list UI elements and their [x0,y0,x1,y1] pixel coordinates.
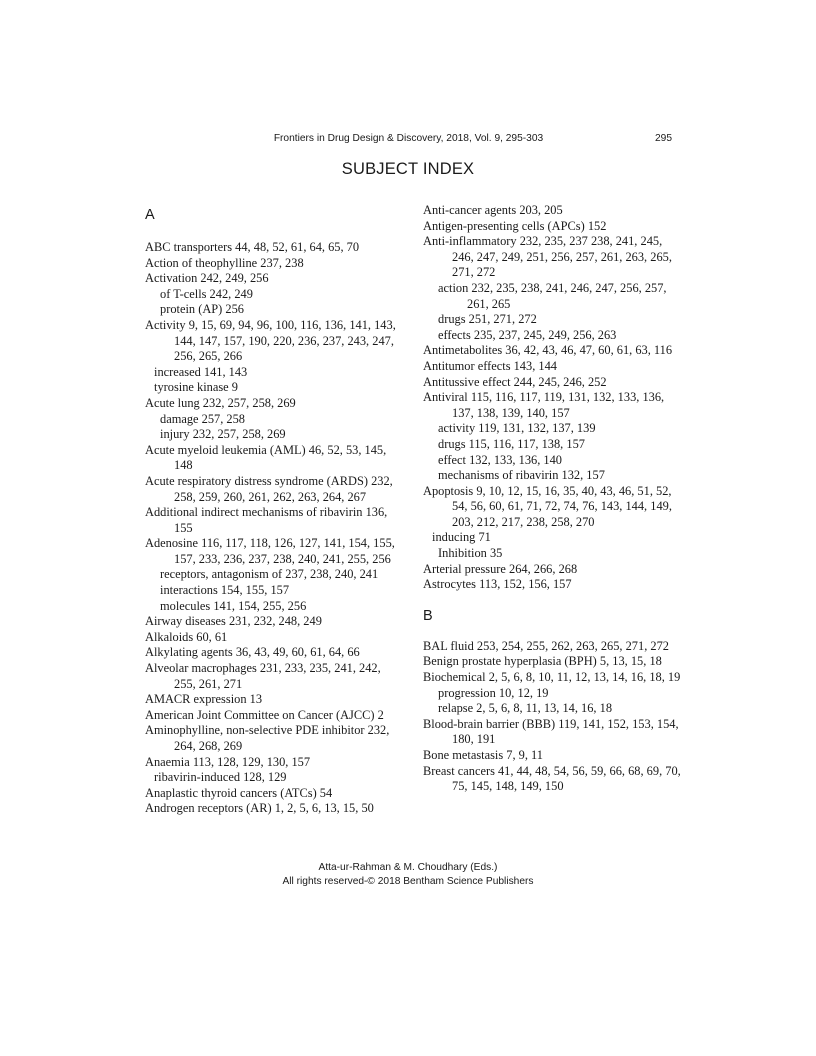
index-entry: Antigen-presenting cells (APCs) 152 [423,218,607,233]
index-entries-right-b [423,639,681,795]
index-entry: BAL fluid 253, 254, 255, 262, 263, 265, 271, 272 [423,638,669,653]
index-entry: Antimetabolites 36, 42, 43, 46, 47, 60, 61, 63, 116 [423,343,673,358]
index-entry: Adenosine 116, 117, 118, 126, 127, 141, 154, 155, 157, 233, 236, 237, 238, 240, 241, 255, 256 [145,536,395,566]
page-title: SUBJECT INDEX [341,160,475,178]
index-subentry: drugs 251, 271, 272 [438,312,537,327]
index-subentry: effects 235, 237, 245, 249, 256, 263 [438,327,617,342]
index-column-right [423,203,681,795]
index-entry: Blood-brain barrier (BBB) 119, 141, 152, 153, 154, 180, 191 [423,716,679,747]
index-entry: Acute myeloid leukemia (AML) 46, 52, 53, 145, 148 [145,442,387,473]
section-letter-a: A [145,207,155,223]
index-entry: Activation 242, 249, 256 [145,271,269,286]
index-subentry: activity 119, 131, 132, 137, 139 [438,421,596,436]
index-entry: Bone metastasis 7, 9, 11 [423,748,543,762]
section-letter-b: B [423,607,433,624]
index-entry: Alveolar macrophages 231, 233, 235, 241, 242, 255, 261, 271 [145,661,381,691]
index-entry: Antiviral 115, 116, 117, 119, 131, 132, 133, 136, 137, 138, 139, 140, 157 [423,390,665,420]
index-entry: Aminophylline, non-selective PDE inhibitor 232, 264, 268, 269 [145,723,390,753]
index-entry: Acute lung 232, 257, 258, 269 [145,395,296,410]
index-entry: Additional indirect mechanisms of ribavirin 136, 155 [145,505,388,535]
index-entry: Antitussive effect 244, 245, 246, 252 [423,374,607,389]
index-entry: Alkylating agents 36, 43, 49, 60, 61, 64, 66 [145,645,360,660]
index-entry: Anti-cancer agents 203, 205 [423,203,563,217]
index-entry: Anti-inflammatory 232, 235, 237 238, 241, 245, 246, 247, 249, 251, 256, 257, 261, 263, 265, 271, 272 [423,234,672,280]
index-entries-right-a [423,203,681,593]
index-entry: Arterial pressure 264, 266, 268 [423,561,578,576]
index-entry: Action of theophylline 237, 238 [145,255,304,270]
index-subentry: damage 257, 258 [160,411,245,426]
index-subentry: drugs 115, 116, 117, 138, 157 [438,436,585,451]
index-subentry: interactions 154, 155, 157 [160,583,290,598]
index-subentry: receptors, antagonism of 237, 238, 240, 241 [160,567,379,582]
index-subentry: tyrosine kinase 9 [154,380,238,395]
index-entry: Anaplastic thyroid cancers (ATCs) 54 [145,785,333,800]
index-subentry: of T-cells 242, 249 [160,286,253,301]
index-entry: American Joint Committee on Cancer (AJCC) 2 [145,707,384,722]
index-subentry: protein (AP) 256 [160,302,244,317]
index-entry: Biochemical 2, 5, 6, 8, 10, 11, 12, 13, 14, 16, 18, 19 [423,670,681,685]
index-entry: Anaemia 113, 128, 129, 130, 157 [145,754,311,769]
index-subentry: injury 232, 257, 258, 269 [160,427,286,442]
index-entry: Alkaloids 60, 61 [145,629,228,644]
index-entry: Benign prostate hyperplasia (BPH) 5, 13, 15, 18 [423,654,662,669]
index-entries-left [145,240,403,817]
index-subentry: effect 132, 133, 136, 140 [438,452,562,467]
footer-editors: Atta-ur-Rahman & M. Choudhary (Eds.) [318,862,498,873]
page-footer [0,861,816,889]
index-entry: Astrocytes 113, 152, 156, 157 [423,577,572,592]
index-entry: Breast cancers 41, 44, 48, 54, 56, 59, 66, 68, 69, 70, 75, 145, 148, 149, 150 [423,763,681,794]
index-subentry: molecules 141, 154, 255, 256 [160,598,307,613]
index-entry: Airway diseases 231, 232, 248, 249 [145,614,322,629]
index-subentry: action 232, 235, 238, 241, 246, 247, 256, 257, 261, 265 [438,280,667,311]
page-number: 295 [655,133,672,144]
index-subentry: Inhibition 35 [438,546,503,561]
index-subentry: mechanisms of ribavirin 132, 157 [438,468,605,483]
index-subentry: ribavirin-induced 128, 129 [154,770,287,785]
index-entry: Activity 9, 15, 69, 94, 96, 100, 116, 136, 141, 143, 144, 147, 157, 190, 220, 236, 237, 243, 247, 256, 265, 266 [145,317,396,364]
index-column-left [145,203,403,817]
index-entry: Apoptosis 9, 10, 12, 15, 16, 35, 40, 43, 46, 51, 52, 54, 56, 60, 61, 71, 72, 74, 76, 143, 144, 149, 203, 212, 217, 238, 258, 270 [423,483,672,529]
running-head [145,133,672,147]
index-subentry: increased 141, 143 [154,364,248,379]
index-entry: Antitumor effects 143, 144 [423,358,557,373]
journal-citation: Frontiers in Drug Design & Discovery, 2018, Vol. 9, 295-303 [273,133,544,144]
index-subentry: progression 10, 12, 19 [438,685,549,700]
index-entry: ABC transporters 44, 48, 52, 61, 64, 65, 70 [145,240,360,254]
index-subentry: relapse 2, 5, 6, 8, 11, 13, 14, 16, 18 [438,701,613,716]
footer-rights: All rights reserved-© 2018 Bentham Science Publishers [282,876,534,887]
index-entry: Androgen receptors (AR) 1, 2, 5, 6, 13, 15, 50 [145,801,374,816]
index-entry: Acute respiratory distress syndrome (ARDS) 232, 258, 259, 260, 261, 262, 263, 264, 267 [145,473,393,504]
index-subentry: inducing 71 [432,530,491,545]
index-entry: AMACR expression 13 [145,692,263,707]
